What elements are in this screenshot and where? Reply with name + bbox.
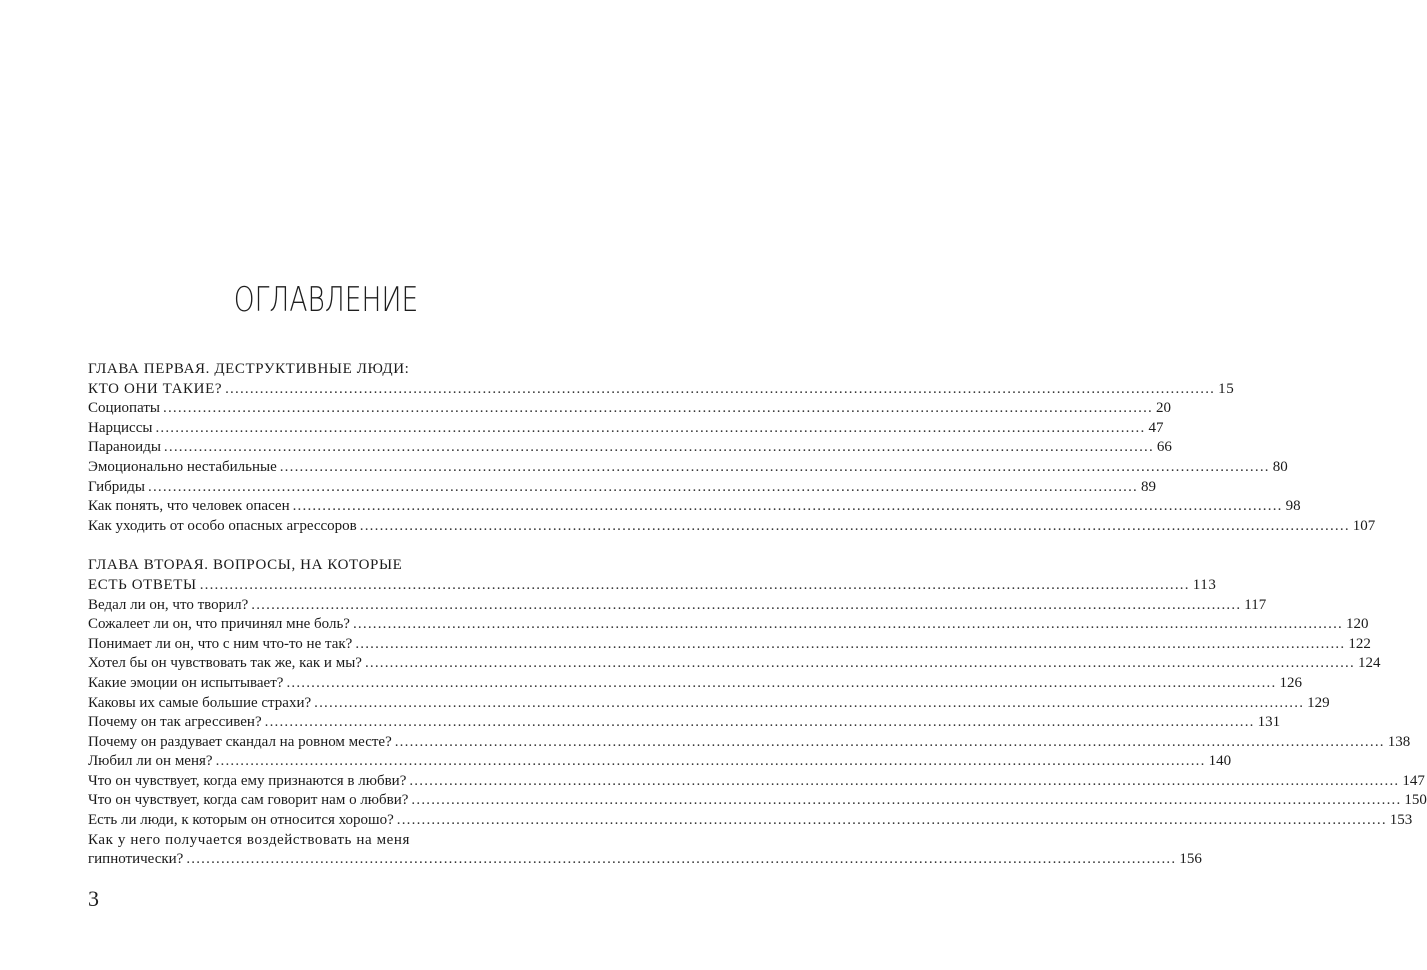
page-title: ОГЛАВЛЕНИЕ <box>233 280 419 320</box>
dot-leader: ........................................................................................................................................................................................................ <box>409 772 1400 789</box>
toc-entry-page: 117 <box>1244 596 1267 613</box>
dot-leader: ........................................................................................................................................................................................................ <box>314 694 1305 711</box>
dot-leader: ........................................................................................................................................................................................................ <box>279 458 1270 475</box>
toc-entry-page: 140 <box>1208 753 1232 770</box>
toc-entry-page: 124 <box>1357 655 1381 672</box>
table-of-contents <box>88 360 1427 870</box>
toc-entry <box>88 497 1301 517</box>
toc-entry-page: 120 <box>1345 616 1369 633</box>
dot-leader: ........................................................................................................................................................................................................ <box>148 478 1138 495</box>
toc-entry <box>88 811 1413 831</box>
toc-entry-text: Любил ли он меня? <box>88 753 213 770</box>
toc-entry-page: 122 <box>1348 635 1371 652</box>
toc-entry-page: 20 <box>1156 400 1171 417</box>
toc-entry-text: Как уходить от особо опасных агрессоров <box>88 517 357 534</box>
toc-entry-page: 66 <box>1156 439 1172 456</box>
toc-entry-page: 80 <box>1272 458 1288 475</box>
toc-entry-text: Параноиды <box>88 439 161 456</box>
toc-entry <box>88 733 1411 753</box>
toc-entry-page: 129 <box>1307 694 1330 711</box>
dot-leader: ........................................................................................................................................................................................................ <box>225 380 1216 397</box>
toc-entry-text: Нарциссы <box>88 419 153 436</box>
toc-entry-page: 47 <box>1148 419 1164 436</box>
dot-leader: ........................................................................................................................................................................................................ <box>352 616 1343 633</box>
toc-entry-page: 138 <box>1387 733 1411 750</box>
toc-entry-text: Понимает ли он, что с ним что-то не так? <box>88 635 353 652</box>
toc-entry-page: 126 <box>1279 674 1302 691</box>
toc-entry <box>88 713 1281 733</box>
toc-entry-text: Какие эмоции он испытывает? <box>88 674 284 691</box>
toc-entry-text: Сожалеет ли он, что причинял мне боль? <box>88 616 350 633</box>
toc-entry <box>88 850 1202 870</box>
toc-entry <box>88 419 1164 439</box>
dot-leader: ........................................................................................................................................................................................................ <box>364 655 1355 672</box>
toc-entry-text: Есть ли люди, к которым он относится хорошо? <box>88 812 394 829</box>
dot-leader: ........................................................................................................................................................................................................ <box>359 517 1350 534</box>
toc-entry-text: Эмоционально нестабильные <box>88 458 277 475</box>
dot-leader: ........................................................................................................................................................................................................ <box>286 674 1277 691</box>
toc-entry-text: Социопаты <box>88 400 160 417</box>
dot-leader: ........................................................................................................................................................................................................ <box>251 596 1242 613</box>
chapter-2-title-line1: ГЛАВА ВТОРАЯ. ВОПРОСЫ, НА КОТОРЫЕ <box>88 557 403 574</box>
toc-entry <box>88 517 1376 537</box>
toc-entry-text: Хотел бы он чувствовать так же, как и мы? <box>88 655 362 672</box>
toc-entry-page: 156 <box>1179 851 1202 868</box>
dot-leader: ........................................................................................................................................................................................................ <box>163 439 1154 456</box>
dot-leader: ........................................................................................................................................................................................................ <box>186 851 1177 868</box>
toc-entry <box>88 694 1330 714</box>
toc-entry-text: Каковы их самые большие страхи? <box>88 694 312 711</box>
toc-entry <box>88 478 1156 498</box>
toc-entry-page: 131 <box>1257 714 1281 731</box>
chapter-2-title-text: ЕСТЬ ОТВЕТЫ <box>88 576 197 593</box>
toc-entry-text: Ведал ли он, что творил? <box>88 596 249 613</box>
toc-entry <box>88 596 1267 616</box>
chapter-1-page: 15 <box>1218 380 1235 397</box>
toc-entry <box>88 615 1369 635</box>
toc-entry-page: 150 <box>1404 792 1427 809</box>
toc-entry-page: 89 <box>1141 478 1156 495</box>
toc-entry-text: Как понять, что человек опасен <box>88 498 290 515</box>
chapter-1-title-text: КТО ОНИ ТАКИЕ? <box>88 380 223 397</box>
chapter-2-page: 113 <box>1192 576 1217 593</box>
dot-leader: ........................................................................................................................................................................................................ <box>163 400 1153 417</box>
chapter-2-entries <box>88 596 1427 831</box>
dot-leader: ........................................................................................................................................................................................................ <box>155 419 1146 436</box>
toc-entry-text: Что он чувствует, когда ему признаются в любви? <box>88 772 407 789</box>
toc-entry-text: гипнотически? <box>88 851 184 868</box>
toc-entry-text: Что он чувствует, когда сам говорит нам о любви? <box>88 792 409 809</box>
dot-leader: ........................................................................................................................................................................................................ <box>199 576 1190 593</box>
dot-leader: ........................................................................................................................................................................................................ <box>292 498 1283 515</box>
chapter-1-title-line2 <box>88 380 1235 400</box>
toc-entry <box>88 654 1381 674</box>
dot-leader: ........................................................................................................................................................................................................ <box>355 635 1346 652</box>
toc-entry <box>88 438 1172 458</box>
toc-entry-text: Почему он раздувает скандал на ровном месте? <box>88 733 392 750</box>
toc-entry-page: 107 <box>1352 517 1376 534</box>
dot-leader: ........................................................................................................................................................................................................ <box>215 753 1206 770</box>
toc-entry-text: Гибриды <box>88 478 145 495</box>
toc-entry-text: Почему он так агрессивен? <box>88 714 262 731</box>
toc-entry <box>88 791 1427 811</box>
chapter-1-entries <box>88 399 1376 536</box>
dot-leader: ........................................................................................................................................................................................................ <box>394 733 1385 750</box>
toc-entry <box>88 635 1371 655</box>
dot-leader: ........................................................................................................................................................................................................ <box>264 714 1255 731</box>
chapter-2-title-line2 <box>88 576 1217 596</box>
toc-entry-page: 98 <box>1285 498 1301 515</box>
toc-entry-line1: Как у него получается воздействовать на меня <box>88 831 411 848</box>
dot-leader: ........................................................................................................................................................................................................ <box>411 792 1402 809</box>
toc-entry-page: 153 <box>1389 812 1413 829</box>
page-number: 3 <box>88 886 99 911</box>
toc-entry <box>88 674 1302 694</box>
toc-entry <box>88 752 1232 772</box>
chapter-1-title-line1: ГЛАВА ПЕРВАЯ. ДЕСТРУКТИВНЫЕ ЛЮДИ: <box>88 361 410 377</box>
toc-entry-page: 147 <box>1402 772 1425 789</box>
toc-entry <box>88 458 1288 478</box>
toc-entry <box>88 772 1425 792</box>
dot-leader: ........................................................................................................................................................................................................ <box>396 812 1387 829</box>
toc-entry <box>88 399 1171 419</box>
